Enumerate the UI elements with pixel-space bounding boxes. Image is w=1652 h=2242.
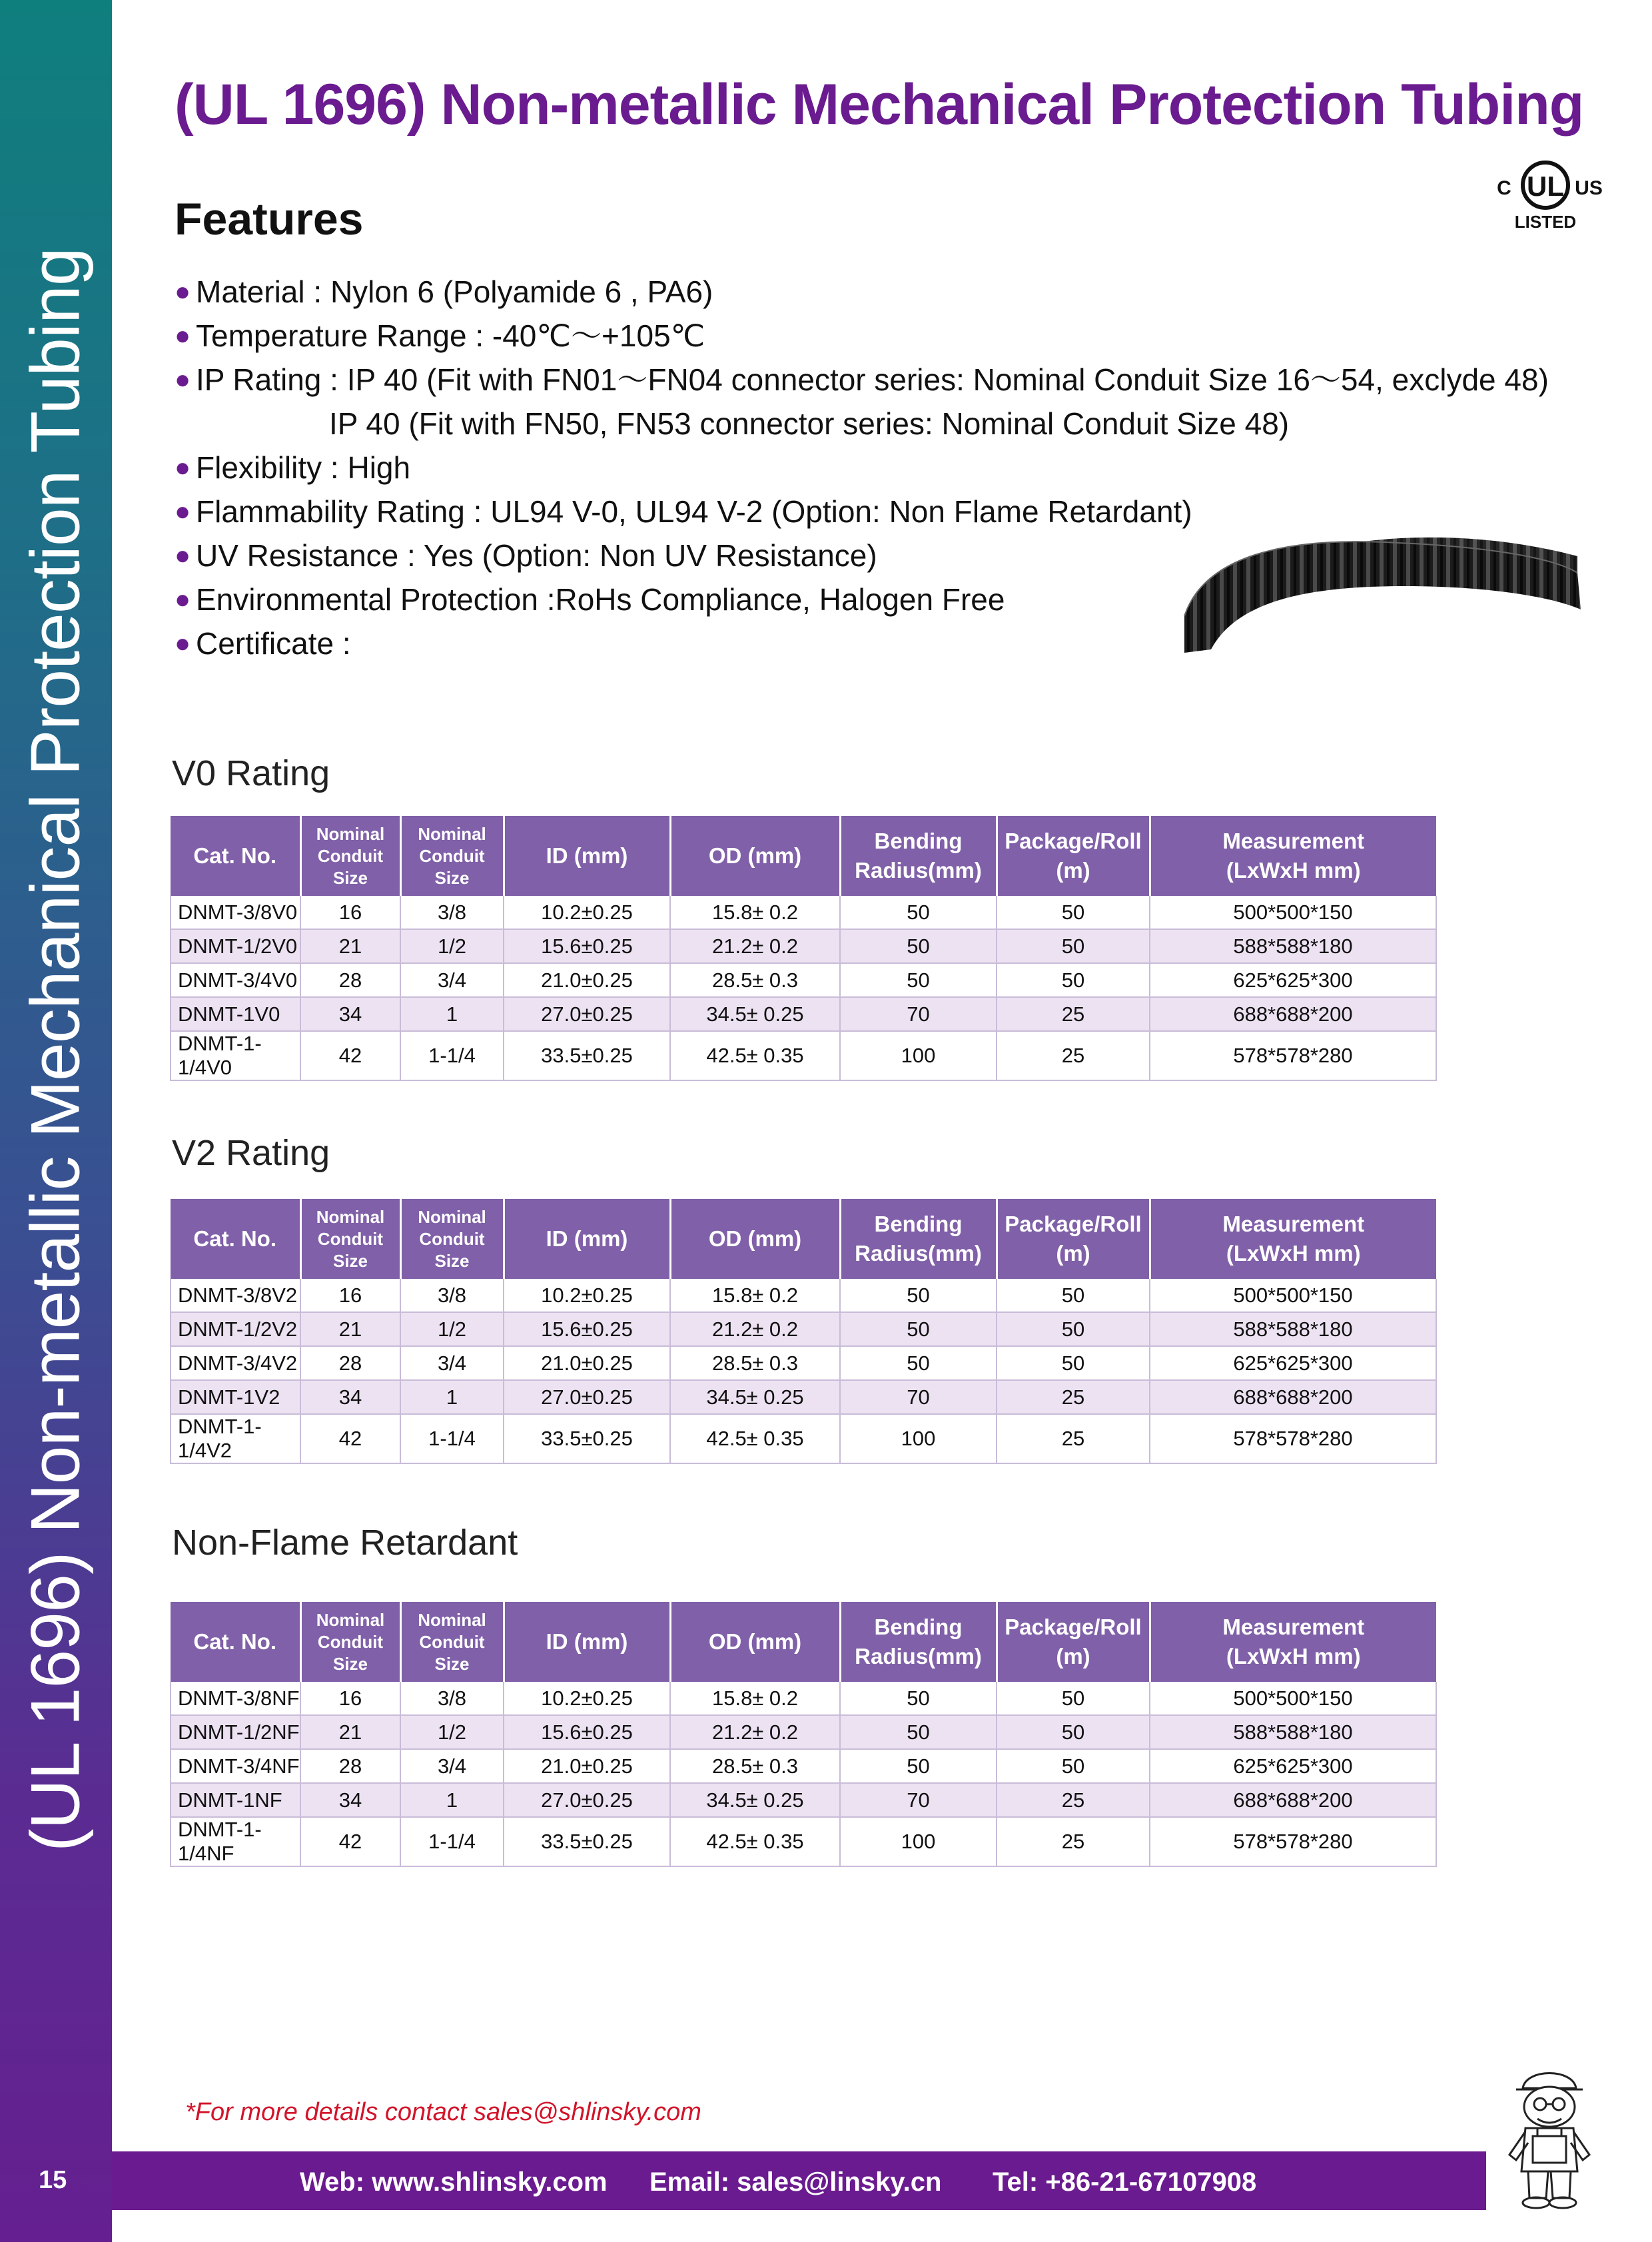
- mascot-worker-icon: [1496, 2061, 1603, 2211]
- table-row: [171, 997, 1436, 1031]
- table-cell: 42: [300, 1414, 400, 1463]
- table-row: [171, 1279, 1436, 1312]
- table-title-non-flame: Non-Flame Retardant: [172, 1523, 518, 1563]
- feature-item: ● Environmental Protection :RoHs Compliance, Halogen Free: [175, 577, 1440, 621]
- table-cell: 10.2±0.25: [504, 896, 670, 929]
- table-cell: 27.0±0.25: [504, 997, 670, 1031]
- header-measurement: Measurement (LxWxH mm): [1150, 1199, 1436, 1279]
- table-row: [171, 1031, 1436, 1080]
- table-cell: 1/2: [400, 1715, 504, 1749]
- table-header-row: [171, 816, 1436, 896]
- feature-item: ● Certificate :: [175, 621, 1440, 665]
- table-cell: 50: [840, 1312, 997, 1346]
- table-cell: 50: [997, 929, 1150, 963]
- table-cell: 33.5±0.25: [504, 1414, 670, 1463]
- table-cell: 33.5±0.25: [504, 1031, 670, 1080]
- table-cell: 27.0±0.25: [504, 1783, 670, 1817]
- table-cell: 50: [840, 929, 997, 963]
- table-cell: DNMT-1/2V0: [171, 929, 300, 963]
- table-cell: 42: [300, 1031, 400, 1080]
- table-cell: 34: [300, 1783, 400, 1817]
- table-cell: 578*578*280: [1150, 1414, 1436, 1463]
- table-cell: 25: [997, 1380, 1150, 1414]
- table-cell: 28: [300, 1346, 400, 1380]
- table-cell: 15.6±0.25: [504, 1312, 670, 1346]
- table-cell: 500*500*150: [1150, 1279, 1436, 1312]
- bullet-icon: ●: [175, 277, 191, 306]
- features-heading: Features: [175, 194, 364, 244]
- table-cell: 688*688*200: [1150, 997, 1436, 1031]
- table-cell: 50: [840, 1682, 997, 1715]
- table-cell: DNMT-1-1/4V0: [171, 1031, 300, 1080]
- table-cell: 625*625*300: [1150, 963, 1436, 997]
- table-row: [171, 1346, 1436, 1380]
- table-row: [171, 1783, 1436, 1817]
- table-cell: 25: [997, 1817, 1150, 1866]
- table-cell: 50: [840, 1279, 997, 1312]
- table-cell: 15.8± 0.2: [670, 1279, 840, 1312]
- table-row: [171, 1817, 1436, 1866]
- table-cell: 688*688*200: [1150, 1783, 1436, 1817]
- table-cell: 100: [840, 1817, 997, 1866]
- table-cell: DNMT-3/4V0: [171, 963, 300, 997]
- bullet-icon: ●: [175, 497, 191, 526]
- table-cell: 1-1/4: [400, 1414, 504, 1463]
- table-header-row: [171, 1199, 1436, 1279]
- table-cell: 50: [840, 896, 997, 929]
- table-row: [171, 1414, 1436, 1463]
- header-nominal-conduit-size-inch: Nominal Conduit Size: [400, 1602, 504, 1682]
- header-nominal-conduit-size: Nominal Conduit Size: [300, 816, 400, 896]
- table-cell: 34: [300, 1380, 400, 1414]
- table-header-row: [171, 1602, 1436, 1682]
- table-cell: DNMT-1/2NF: [171, 1715, 300, 1749]
- spec-table-non-flame-retardant: [170, 1602, 1437, 1867]
- table-cell: DNMT-1-1/4NF: [171, 1817, 300, 1866]
- feature-item-continuation: IP 40 (Fit with FN50, FN53 connector series: Nominal Conduit Size 48): [329, 406, 1290, 441]
- ul-logo-c-text: C: [1497, 177, 1511, 199]
- feature-item: ● IP Rating : IP 40 (Fit with FN01～FN04 connector series: Nominal Conduit Size 16～54, exclyde 48): [175, 358, 1440, 402]
- table-cell: 1: [400, 1783, 504, 1817]
- table-cell: 70: [840, 997, 997, 1031]
- page-title: (UL 1696) Non-metallic Mechanical Protection Tubing: [175, 73, 1584, 137]
- table-row: [171, 1380, 1436, 1414]
- table-cell: 34: [300, 997, 400, 1031]
- table-cell: DNMT-3/4NF: [171, 1749, 300, 1783]
- table-cell: 500*500*150: [1150, 1682, 1436, 1715]
- table-cell: DNMT-3/8V0: [171, 896, 300, 929]
- header-nominal-conduit-size: Nominal Conduit Size: [300, 1602, 400, 1682]
- bullet-icon: ●: [175, 541, 191, 570]
- table-cell: 25: [997, 997, 1150, 1031]
- table-row: [171, 929, 1436, 963]
- table-cell: DNMT-3/8NF: [171, 1682, 300, 1715]
- table-cell: 50: [840, 1749, 997, 1783]
- table-cell: 3/8: [400, 896, 504, 929]
- table-cell: 21.0±0.25: [504, 1749, 670, 1783]
- header-id: ID (mm): [504, 816, 670, 896]
- spec-table-v0: [170, 816, 1437, 1081]
- header-nominal-conduit-size-inch: Nominal Conduit Size: [400, 816, 504, 896]
- bullet-icon: ●: [175, 453, 191, 482]
- table-cell: 50: [997, 1682, 1150, 1715]
- table-cell: 3/8: [400, 1682, 504, 1715]
- ul-listed-logo: [1487, 153, 1603, 233]
- table-cell: 42.5± 0.35: [670, 1414, 840, 1463]
- header-bending-radius: Bending Radius(mm): [840, 1199, 997, 1279]
- table-cell: 625*625*300: [1150, 1749, 1436, 1783]
- table-cell: 500*500*150: [1150, 896, 1436, 929]
- table-cell: 21: [300, 929, 400, 963]
- bullet-icon: ●: [175, 365, 191, 394]
- header-measurement: Measurement (LxWxH mm): [1150, 816, 1436, 896]
- table-cell: 1-1/4: [400, 1817, 504, 1866]
- header-cat-no: Cat. No.: [171, 1199, 300, 1279]
- table-cell: 50: [997, 1715, 1150, 1749]
- table-cell: 34.5± 0.25: [670, 1783, 840, 1817]
- table-cell: 16: [300, 896, 400, 929]
- table-row: [171, 963, 1436, 997]
- table-cell: 15.6±0.25: [504, 929, 670, 963]
- table-cell: 50: [997, 1312, 1150, 1346]
- table-title-v0: V0 Rating: [172, 753, 330, 793]
- table-cell: 100: [840, 1414, 997, 1463]
- footer-email-link[interactable]: Email: sales@linsky.cn: [649, 2167, 942, 2197]
- feature-item: ● Flammability Rating : UL94 V-0, UL94 V-2 (Option: Non Flame Retardant): [175, 490, 1440, 534]
- table-cell: 21.2± 0.2: [670, 1715, 840, 1749]
- table-cell: 42.5± 0.35: [670, 1817, 840, 1866]
- table-cell: DNMT-1-1/4V2: [171, 1414, 300, 1463]
- table-row: [171, 896, 1436, 929]
- table-cell: 588*588*180: [1150, 929, 1436, 963]
- table-cell: 28.5± 0.3: [670, 963, 840, 997]
- table-cell: 50: [997, 1346, 1150, 1380]
- table-cell: DNMT-3/4V2: [171, 1346, 300, 1380]
- table-cell: 688*688*200: [1150, 1380, 1436, 1414]
- table-cell: 25: [997, 1783, 1150, 1817]
- header-od: OD (mm): [670, 1199, 840, 1279]
- table-cell: 28.5± 0.3: [670, 1749, 840, 1783]
- table-row: [171, 1715, 1436, 1749]
- table-cell: 25: [997, 1414, 1150, 1463]
- header-nominal-conduit-size: Nominal Conduit Size: [300, 1199, 400, 1279]
- table-cell: 10.2±0.25: [504, 1279, 670, 1312]
- ul-logo-us-text: US: [1575, 177, 1603, 199]
- header-package-roll: Package/Roll (m): [997, 816, 1150, 896]
- table-cell: 27.0±0.25: [504, 1380, 670, 1414]
- table-cell: 28: [300, 1749, 400, 1783]
- table-cell: 3/4: [400, 1749, 504, 1783]
- ul-logo-listed-text: LISTED: [1514, 212, 1577, 232]
- table-cell: 625*625*300: [1150, 1346, 1436, 1380]
- table-cell: 28: [300, 963, 400, 997]
- contact-note: *For more details contact sales@shlinsky.com: [185, 2098, 701, 2126]
- footer-web-link[interactable]: Web: www.shlinsky.com: [300, 2167, 608, 2197]
- header-od: OD (mm): [670, 1602, 840, 1682]
- table-cell: 16: [300, 1682, 400, 1715]
- header-package-roll: Package/Roll (m): [997, 1602, 1150, 1682]
- bullet-icon: ●: [175, 585, 191, 614]
- table-row: [171, 1749, 1436, 1783]
- table-cell: 70: [840, 1783, 997, 1817]
- table-cell: 50: [997, 896, 1150, 929]
- table-cell: 21: [300, 1312, 400, 1346]
- table-cell: 33.5±0.25: [504, 1817, 670, 1866]
- table-cell: 34.5± 0.25: [670, 997, 840, 1031]
- spec-table-v2: [170, 1199, 1437, 1464]
- table-cell: 50: [840, 963, 997, 997]
- table-cell: 42.5± 0.35: [670, 1031, 840, 1080]
- feature-item: ● Temperature Range : -40℃～+105℃: [175, 314, 1440, 358]
- table-cell: 100: [840, 1031, 997, 1080]
- table-cell: 1: [400, 997, 504, 1031]
- table-cell: 21: [300, 1715, 400, 1749]
- table-cell: 70: [840, 1380, 997, 1414]
- table-cell: 3/4: [400, 963, 504, 997]
- table-cell: 21.2± 0.2: [670, 929, 840, 963]
- table-cell: DNMT-3/8V2: [171, 1279, 300, 1312]
- table-cell: 50: [997, 1749, 1150, 1783]
- header-bending-radius: Bending Radius(mm): [840, 1602, 997, 1682]
- table-cell: 1/2: [400, 929, 504, 963]
- header-nominal-conduit-size-inch: Nominal Conduit Size: [400, 1199, 504, 1279]
- page-number: 15: [39, 2166, 67, 2194]
- header-cat-no: Cat. No.: [171, 1602, 300, 1682]
- header-package-roll: Package/Roll (m): [997, 1199, 1150, 1279]
- feature-item: ● UV Resistance : Yes (Option: Non UV Resistance): [175, 534, 1440, 577]
- table-row: [171, 1682, 1436, 1715]
- table-cell: DNMT-1/2V2: [171, 1312, 300, 1346]
- table-cell: 50: [997, 963, 1150, 997]
- table-cell: 578*578*280: [1150, 1031, 1436, 1080]
- header-id: ID (mm): [504, 1602, 670, 1682]
- table-cell: 34.5± 0.25: [670, 1380, 840, 1414]
- bullet-icon: ●: [175, 629, 191, 658]
- table-cell: 25: [997, 1031, 1150, 1080]
- footer-telephone: Tel: +86-21-67107908: [993, 2167, 1257, 2197]
- table-cell: 50: [997, 1279, 1150, 1312]
- table-cell: 3/4: [400, 1346, 504, 1380]
- table-cell: 578*578*280: [1150, 1817, 1436, 1866]
- table-cell: 21.0±0.25: [504, 1346, 670, 1380]
- header-od: OD (mm): [670, 816, 840, 896]
- table-cell: 50: [840, 1346, 997, 1380]
- bullet-icon: ●: [175, 321, 191, 350]
- feature-item: ● Flexibility : High: [175, 446, 1440, 490]
- table-cell: DNMT-1V0: [171, 997, 300, 1031]
- table-cell: 21.2± 0.2: [670, 1312, 840, 1346]
- table-cell: 15.8± 0.2: [670, 1682, 840, 1715]
- corrugated-tubing-image: [1178, 516, 1585, 659]
- feature-item: ● Material : Nylon 6 (Polyamide 6 , PA6): [175, 270, 1440, 314]
- table-cell: 21.0±0.25: [504, 963, 670, 997]
- table-title-v2: V2 Rating: [172, 1133, 330, 1173]
- header-cat-no: Cat. No.: [171, 816, 300, 896]
- ul-logo-ul-text: UL: [1527, 171, 1564, 202]
- table-cell: 50: [840, 1715, 997, 1749]
- table-cell: 16: [300, 1279, 400, 1312]
- table-cell: 588*588*180: [1150, 1715, 1436, 1749]
- table-cell: 15.8± 0.2: [670, 896, 840, 929]
- header-measurement: Measurement (LxWxH mm): [1150, 1602, 1436, 1682]
- header-bending-radius: Bending Radius(mm): [840, 816, 997, 896]
- table-cell: 28.5± 0.3: [670, 1346, 840, 1380]
- table-cell: DNMT-1V2: [171, 1380, 300, 1414]
- table-cell: 588*588*180: [1150, 1312, 1436, 1346]
- table-cell: 1/2: [400, 1312, 504, 1346]
- header-id: ID (mm): [504, 1199, 670, 1279]
- table-row: [171, 1312, 1436, 1346]
- table-cell: 1-1/4: [400, 1031, 504, 1080]
- table-cell: 15.6±0.25: [504, 1715, 670, 1749]
- table-cell: 10.2±0.25: [504, 1682, 670, 1715]
- sidebar-vertical-title: (UL 1696) Non-metallic Mechanical Protection Tubing: [17, 248, 95, 1852]
- table-cell: 42: [300, 1817, 400, 1866]
- table-cell: 1: [400, 1380, 504, 1414]
- table-cell: 3/8: [400, 1279, 504, 1312]
- table-cell: DNMT-1NF: [171, 1783, 300, 1817]
